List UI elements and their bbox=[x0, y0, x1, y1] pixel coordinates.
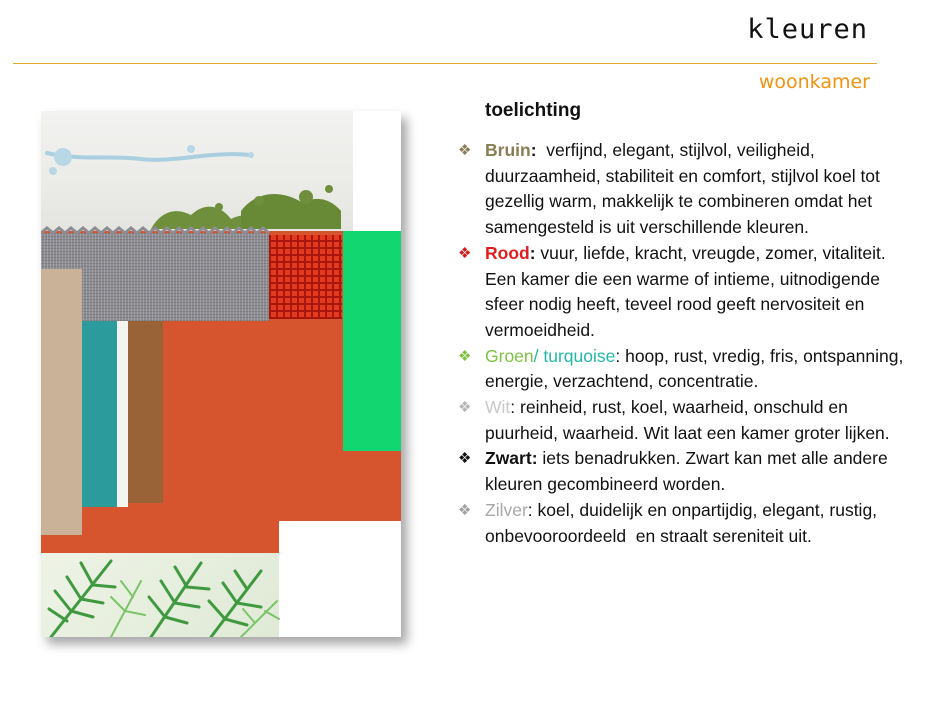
mood-board-collage bbox=[41, 111, 401, 637]
explanation-heading: toelichting bbox=[485, 100, 582, 121]
color-meaning-item bbox=[458, 498, 908, 549]
color-description: hoop, rust, vredig, fris, ontspanning, energie, verzachtend, concentratie. bbox=[485, 345, 909, 392]
color-description: verfijnd, elegant, stijlvol, veiligheid, duurzaamheid, stabiliteit en comfort, stijlvol koel tot gezellig warm, makkelijk te combineren omdat het samengesteld is uit verschillende kleuren. bbox=[485, 140, 885, 238]
slide-title: kleuren bbox=[747, 14, 868, 45]
color-description: koel, duidelijk en onpartijdig, elegant, rustig, onbevooroordeeld en straalt sereniteit uit. bbox=[485, 499, 882, 546]
color-term-secondary: / turquoise bbox=[533, 345, 616, 366]
term-separator: : bbox=[527, 499, 533, 520]
color-meaning-item bbox=[458, 395, 908, 446]
slide-subtitle: woonkamer bbox=[758, 71, 870, 93]
color-meaning-item bbox=[458, 344, 908, 395]
color-meaning-item bbox=[458, 446, 908, 497]
term-separator: : bbox=[529, 242, 536, 263]
color-term: Zwart bbox=[485, 448, 532, 469]
color-meaning-list bbox=[458, 138, 908, 549]
color-description: iets benadrukken. Zwart kan met alle andere kleuren gecombineerd worden. bbox=[485, 448, 893, 495]
collage-decoration bbox=[41, 111, 401, 637]
diamond-bullet-icon: ❖ bbox=[458, 347, 472, 365]
title-rule bbox=[13, 63, 877, 64]
term-separator: : bbox=[615, 345, 621, 366]
color-description: vuur, liefde, kracht, vreugde, zomer, vitaliteit. Een kamer die een warme of intieme, uitnodigende sfeer nodig heeft, teveel rood geeft nervositeit en vermoeidheid. bbox=[485, 242, 891, 340]
color-meaning-item bbox=[458, 138, 908, 241]
color-term: Zilver bbox=[485, 499, 528, 520]
color-term: Wit bbox=[485, 397, 511, 418]
diamond-bullet-icon: ❖ bbox=[458, 399, 472, 417]
term-separator: : bbox=[530, 140, 537, 160]
diamond-bullet-icon: ❖ bbox=[458, 142, 472, 159]
color-description: reinheid, rust, koel, waarheid, onschuld en puurheid, waarheid. Wit laat een kamer groter lijken. bbox=[485, 397, 890, 443]
diamond-bullet-icon: ❖ bbox=[458, 244, 472, 262]
color-meaning-item bbox=[458, 241, 908, 344]
diamond-bullet-icon: ❖ bbox=[458, 450, 472, 468]
term-separator: : bbox=[510, 397, 516, 418]
color-term: Rood bbox=[485, 242, 530, 263]
diamond-bullet-icon: ❖ bbox=[458, 501, 472, 519]
term-separator: : bbox=[531, 448, 538, 469]
color-term: Bruin bbox=[485, 140, 531, 160]
color-term: Groen bbox=[485, 345, 534, 366]
